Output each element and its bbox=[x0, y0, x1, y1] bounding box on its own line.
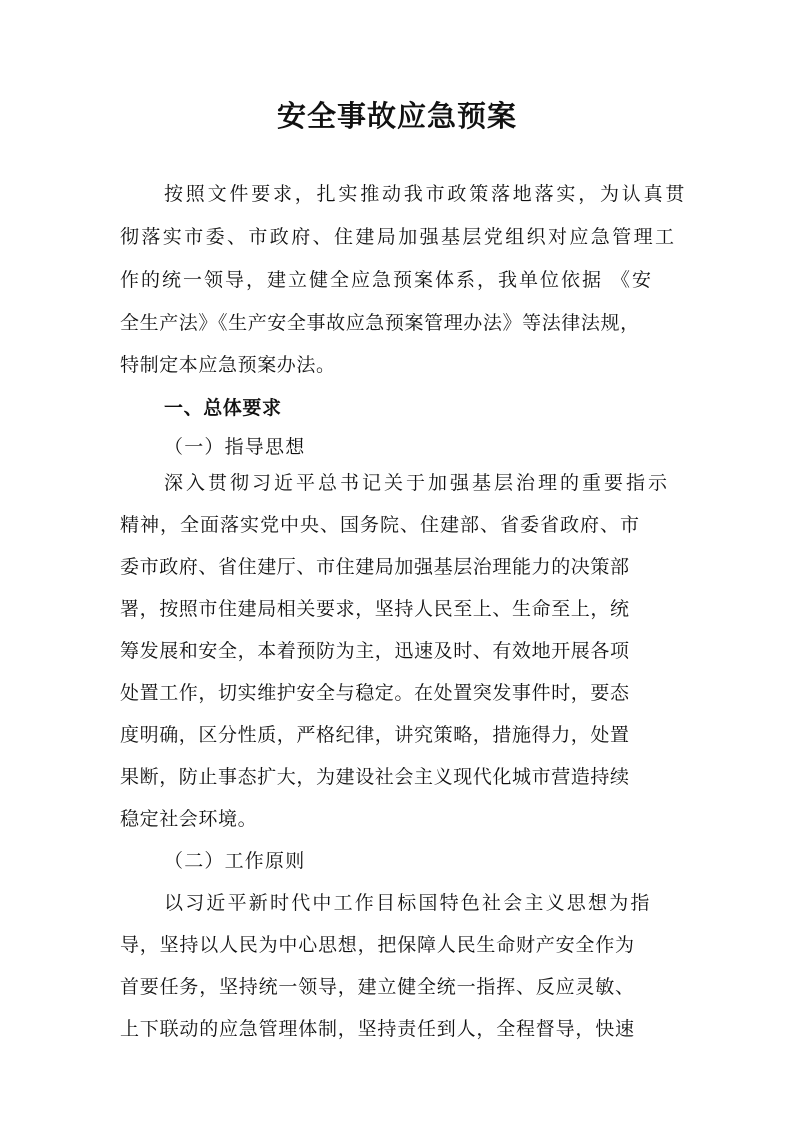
subsection1-line-8: 果断，防止事态扩大，为建设社会主义现代化城市营造持续 bbox=[120, 766, 630, 788]
intro-line-5: 特制定本应急预案办法。 bbox=[120, 354, 336, 376]
intro-line-3: 作的统一领导，建立健全应急预案体系，我单位依据 《安 bbox=[120, 269, 654, 291]
subsection1-line-1: 深入贯彻习近平总书记关于加强基层治理的重要指示 bbox=[164, 472, 671, 494]
subsection1-line-2: 精神，全面落实党中央、国务院、住建部、省委省政府、市 bbox=[120, 514, 641, 536]
subsection2-line-1: 以习近平新时代中工作目标国特色社会主义思想为指 bbox=[164, 892, 652, 914]
subsection-heading-1: （一）指导思想 bbox=[164, 436, 306, 458]
subsection1-line-3: 委市政府、省住建厅、市住建局加强基层治理能力的决策部 bbox=[120, 556, 630, 578]
subsection2-line-2: 导，坚持以人民为中心思想，把保障人民生命财产安全作为 bbox=[120, 934, 635, 956]
subsection2-line-3: 首要任务，坚持统一领导，建立健全统一指挥、反应灵敏、 bbox=[120, 976, 635, 998]
subsection1-line-7: 度明确，区分性质，严格纪律，讲究策略，措施得力，处置 bbox=[120, 724, 630, 746]
intro-line-2: 彻落实市委、市政府、住建局加强基层党组织对应急管理工 bbox=[120, 226, 677, 248]
intro-line-1: 按照文件要求，扎实推动我市政策落地落实，为认真贯 bbox=[164, 183, 688, 205]
document-title: 安全事故应急预案 bbox=[276, 99, 517, 133]
section-heading-1: 一、总体要求 bbox=[164, 397, 282, 419]
subsection1-line-4: 署，按照市住建局相关要求，坚持人民至上、生命至上，统 bbox=[120, 598, 630, 620]
subsection1-line-5: 筹发展和安全，本着预防为主，迅速及时、有效地开展各项 bbox=[120, 640, 630, 662]
subsection1-line-6: 处置工作，切实维护安全与稳定。在处置突发事件时，要态 bbox=[120, 682, 630, 704]
subsection2-line-4: 上下联动的应急管理体制，坚持责任到人，全程督导，快速 bbox=[120, 1018, 635, 1040]
intro-line-4: 全生产法》《生产安全事故应急预案管理办法》等法律法规， bbox=[120, 312, 640, 334]
subsection-heading-2: （二）工作原则 bbox=[164, 850, 306, 872]
subsection1-line-9: 稳定社会环境。 bbox=[120, 808, 258, 830]
